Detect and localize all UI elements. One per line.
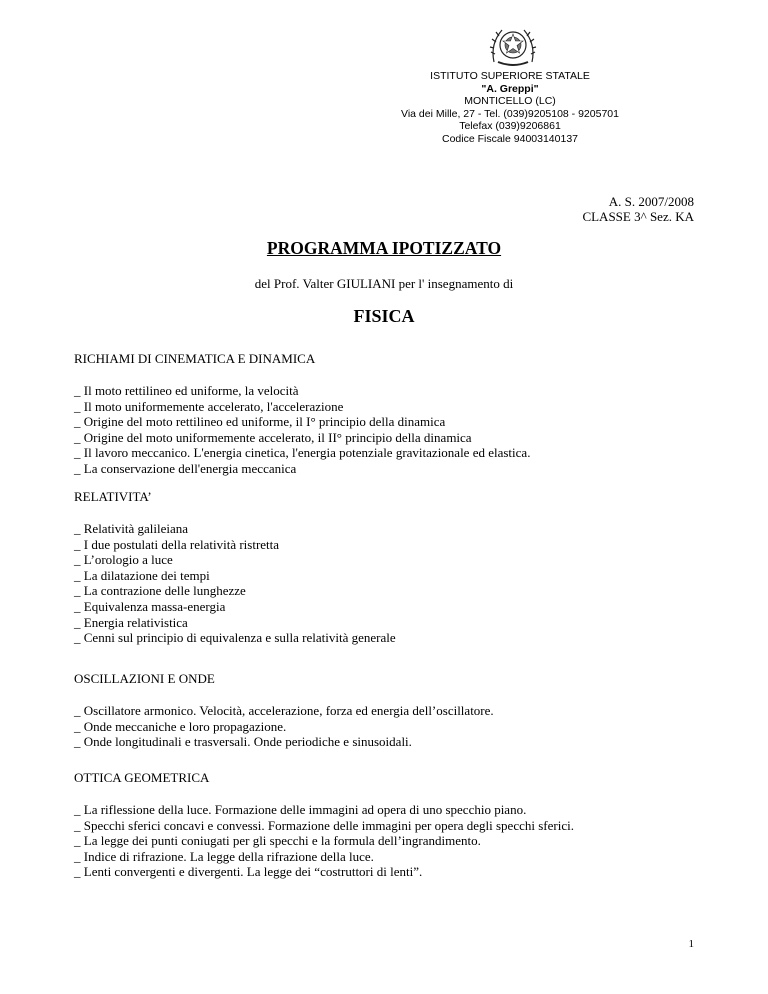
topic-item: _ Specchi sferici concavi e convessi. Formazione delle immagini per opera degli specchi sferici. bbox=[74, 817, 574, 833]
school-year: A. S. 2007/2008 bbox=[608, 194, 694, 209]
topic-item: _ L’orologio a luce bbox=[74, 552, 173, 568]
topic-item: _ La contrazione delle lunghezze bbox=[74, 583, 246, 599]
topic-item: _ Il moto rettilineo ed uniforme, la velocità bbox=[74, 383, 299, 398]
topic-item: _ Il lavoro meccanico. L'energia cinetica, l'energia potenziale gravitazionale ed elastica. bbox=[74, 445, 531, 461]
topic-item: _ Relatività galileiana bbox=[74, 521, 189, 536]
topic-item: _ Indice di rifrazione. La legge della rifrazione della luce. bbox=[74, 848, 374, 864]
class-section: CLASSE 3^ Sez. KA bbox=[582, 209, 694, 224]
section-geometric-optics bbox=[74, 770, 714, 880]
topic-list bbox=[74, 703, 714, 750]
year-class-block bbox=[582, 194, 694, 224]
topic-item: _ Energia relativistica bbox=[74, 614, 188, 630]
school-telefax: Telefax (039)9206861 bbox=[459, 120, 561, 132]
school-name: "A. Greppi" bbox=[481, 82, 539, 95]
section-kinematics-dynamics bbox=[74, 351, 714, 477]
school-city: MONTICELLO (LC) bbox=[464, 95, 556, 107]
section-heading: RELATIVITA’ bbox=[74, 489, 152, 504]
topic-list bbox=[74, 521, 714, 646]
document-title: PROGRAMMA IPOTIZZATO bbox=[266, 238, 502, 258]
topic-item: _ La conservazione dell'energia meccanica bbox=[74, 460, 297, 476]
topic-item: _ Lenti convergenti e divergenti. La legge dei “costruttori di lenti”. bbox=[74, 864, 423, 880]
topic-item: _ Equivalenza massa-energia bbox=[74, 598, 226, 614]
topic-item: _ Cenni sul principio di equivalenza e sulla relatività generale bbox=[74, 630, 396, 646]
topic-list bbox=[74, 802, 714, 880]
topic-item: _ La legge dei punti coniugati per gli specchi e la formula dell’ingrandimento. bbox=[74, 833, 481, 849]
document-subtitle: del Prof. Valter GIULIANI per l' insegnamento di bbox=[254, 276, 514, 291]
section-heading: RICHIAMI DI CINEMATICA E DINAMICA bbox=[74, 351, 316, 366]
topic-item: _ La dilatazione dei tempi bbox=[74, 567, 210, 583]
topic-item: _ Onde longitudinali e trasversali. Onde periodiche e sinusoidali. bbox=[74, 734, 412, 750]
topic-item: _ I due postulati della relatività ristretta bbox=[74, 536, 280, 552]
topic-list bbox=[74, 383, 714, 477]
topic-item: _ Origine del moto rettilineo ed uniforme, il I° principio della dinamica bbox=[74, 414, 446, 430]
section-heading: OTTICA GEOMETRICA bbox=[74, 770, 210, 785]
section-heading: OSCILLAZIONI E ONDE bbox=[74, 671, 215, 686]
section-oscillations-waves bbox=[74, 671, 714, 750]
topic-item: _ Origine del moto uniformemente accelerato, il II° principio della dinamica bbox=[74, 429, 472, 445]
topic-item: _ Onde meccaniche e loro propagazione. bbox=[74, 718, 287, 734]
school-fiscal-code: Codice Fiscale 94003140137 bbox=[441, 132, 578, 145]
institute-type: ISTITUTO SUPERIORE STATALE bbox=[430, 70, 590, 82]
school-address: Via dei Mille, 27 - Tel. (039)9205108 - 9205701 bbox=[401, 107, 619, 120]
page-number: 1 bbox=[688, 938, 694, 950]
subject-title: FISICA bbox=[353, 306, 415, 326]
topic-item: _ Oscillatore armonico. Velocità, accelerazione, forza ed energia dell’oscillatore. bbox=[74, 703, 494, 718]
italian-republic-emblem-icon bbox=[488, 22, 538, 68]
section-relativity bbox=[74, 489, 714, 646]
school-header bbox=[350, 70, 670, 145]
topic-item: _ La riflessione della luce. Formazione delle immagini ad opera di uno specchio piano. bbox=[74, 802, 527, 817]
topic-item: _ Il moto uniformemente accelerato, l'accelerazione bbox=[74, 398, 344, 414]
